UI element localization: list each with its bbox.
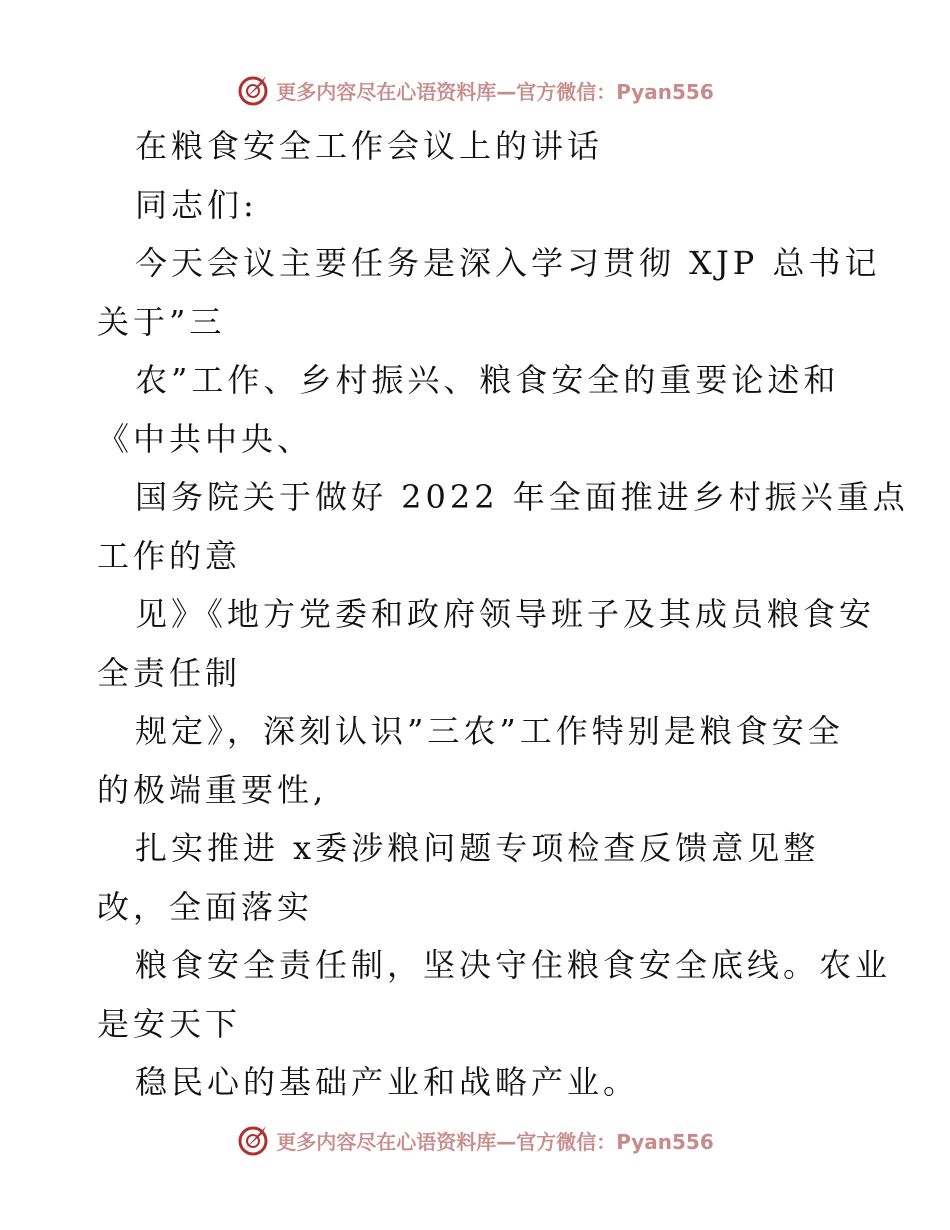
document-body [97,117,909,1112]
header-watermark [0,70,950,110]
text-line: 扎实推进 x委涉粮问题专项检查反馈意见整 [135,829,820,867]
quill-logo-icon [236,1122,272,1158]
text-line: 国务院关于做好 2022 年全面推进乡村振兴重点 [135,478,909,516]
text-line: 粮食安全责任制，坚决守住粮食安全底线。农业 [135,946,892,984]
text-line: 农”工作、乡村振兴、粮食安全的重要论述和 [135,361,840,399]
text-line: 同志们: [135,185,258,224]
text-line: 稳民心的基础产业和战略产业。 [135,1063,640,1101]
watermark-text: 更多内容尽在心语资料库—官方微信：Pyan556 [276,79,714,104]
text-line: 《中共中央、 [97,419,314,458]
footer-watermark [0,1120,950,1160]
watermark-text: 更多内容尽在心语资料库—官方微信：Pyan556 [276,1129,714,1154]
text-line: 全责任制 [97,653,242,692]
text-line: 工作的意 [97,536,242,575]
text-line: 规定》，深刻认识”三农”工作特别是粮食安全 [135,712,844,750]
text-line: 见》《地方党委和政府领导班子及其成员粮食安 [135,595,876,633]
text-line: 今天会议主要任务是深入学习贯彻 XJP 总书记 [135,244,881,282]
text-line: 关于”三 [97,302,226,341]
text-line: 的极端重要性, [97,770,328,809]
text-line: 在粮食安全工作会议上的讲话 [135,127,604,165]
text-line: 改，全面落实 [97,887,314,926]
quill-logo-icon [236,72,272,108]
text-line: 是安天下 [97,1004,242,1043]
